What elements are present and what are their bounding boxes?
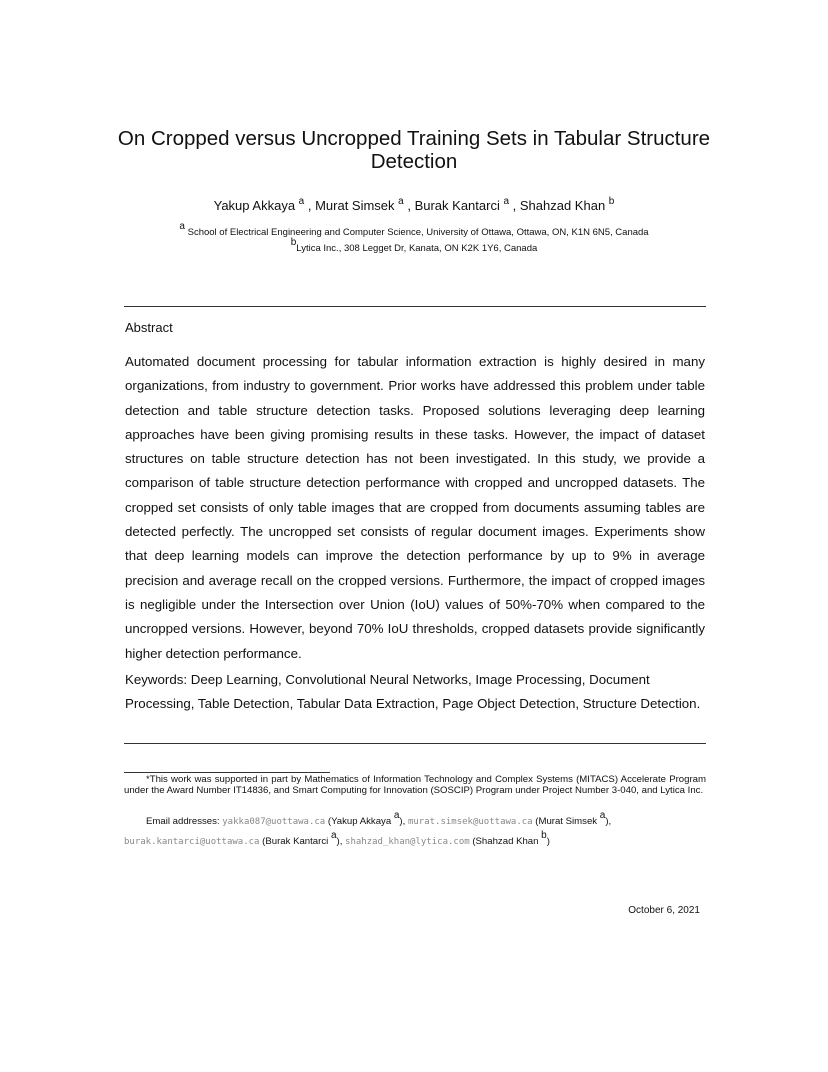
author-name: Yakup Akkaya <box>213 198 296 213</box>
email-link[interactable]: murat.simsek@uottawa.ca <box>407 817 533 827</box>
email-affiliation-mark: a <box>599 810 606 821</box>
email-owner: Burak Kantarci <box>265 836 329 847</box>
email-label: Email addresses: <box>146 816 220 827</box>
affiliation-b <box>0 237 828 254</box>
email-owner: Shahzad Khan <box>475 836 539 847</box>
email-affiliation-mark: b <box>541 830 547 841</box>
author-affiliation-mark: b <box>608 196 615 207</box>
affiliation-text: School of Electrical Engineering and Computer Science, University of Ottawa, Ottawa, ON, K1N 6N5, Canada <box>187 227 649 238</box>
email-owner: Murat Simsek <box>538 816 598 827</box>
top-divider <box>124 306 706 307</box>
email-link[interactable]: yakka087@uottawa.ca <box>222 817 326 827</box>
email-addresses: Email addresses: yakka087@uottawa.ca (Yakup Akkaya $^a$), murat.simsek@uottawa.ca (Murat Simsek $^a$), burak.kantarci@uottawa.ca (Burak Kantarci $^a$), shahzad_khan@lytica.com (Shahzad Khan $^b$) <box>124 810 612 847</box>
email-link[interactable]: shahzad_khan@lytica.com <box>345 837 470 847</box>
affiliation-text: Lytica Inc., 308 Legget Dr, Kanata, ON K2K 1Y6, Canada <box>296 243 538 254</box>
author-affiliation-mark: a <box>398 196 404 207</box>
bottom-divider <box>124 743 706 744</box>
author-name: Murat Simsek <box>315 198 395 213</box>
abstract-heading: Abstract <box>125 320 173 335</box>
affiliation-mark: b <box>290 237 297 248</box>
author-affiliation-mark: a <box>503 196 510 207</box>
affiliation-a <box>0 221 828 238</box>
author-list: Yakup Akkaya $^a$ , Murat Simsek $^a$ , Burak Kantarci $^a$ , Shahzad Khan $^b$ <box>213 196 615 213</box>
email-affiliation-mark: a <box>330 830 337 841</box>
funding-footnote: *This work was supported in part by Mathematics of Information Technology and Complex Systems (MITACS) Accelerate Program under the Award Number IT14836, and Smart Computing for Innovation (SOSCIP) Program under Project Number 3-040, and Lytica Inc. <box>124 774 706 796</box>
date: October 6, 2021 <box>628 905 700 916</box>
footnote-divider <box>124 772 330 773</box>
paper-title: On Cropped versus Uncropped Training Sets in Tabular Structure Detection <box>117 127 711 173</box>
email-link[interactable]: burak.kantarci@uottawa.ca <box>124 837 260 847</box>
keywords: Keywords: Deep Learning, Convolutional Neural Networks, Image Processing, Document Processing, Table Detection, Tabular Data Extraction, Page Object Detection, Structure Detection. <box>125 672 701 712</box>
author-affiliation-mark: a <box>298 196 305 207</box>
email-owner: Yakup Akkaya <box>331 816 392 827</box>
abstract-body: Automated document processing for tabular information extraction is highly desired in many organizations, from industry to government. Prior works have addressed this problem under table detection and table structure detection tasks. Proposed solutions leveraging deep learning approaches have been giving promising results in these tasks. However, the impact of dataset structures on table structure detection has not been investigated. In this study, we provide a comparison of table structure detection performance with cropped and uncropped datasets. The cropped set consists of only table images that are cropped from documents assuming tables are detected perfectly. The uncropped set consists of regular document images. Experiments show that deep learning models can improve the detection performance by up to 9% in average precision and average recall on the cropped versions. Furthermore, the impact of cropped images is negligible under the Intersection over Union (IoU) values of 50%-70% when compared to the uncropped versions. However, beyond 70% IoU thresholds, cropped datasets provide significantly higher detection performance. <box>125 354 705 661</box>
affiliation-mark: a <box>179 221 185 232</box>
email-affiliation-mark: a <box>393 810 400 821</box>
author-name: Burak Kantarci <box>414 198 500 213</box>
author-name: Shahzad Khan <box>519 198 606 213</box>
